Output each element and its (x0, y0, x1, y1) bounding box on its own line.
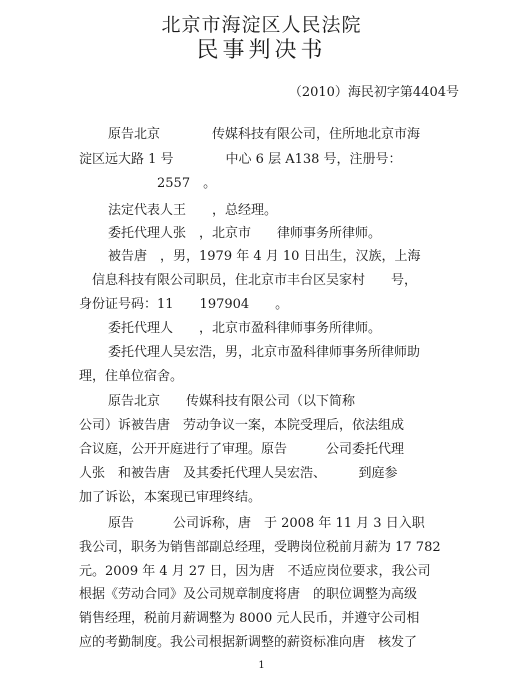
body-line: 被告唐 ，男，1979 年 4 月 10 日出生，汉族，上海 (108, 249, 421, 264)
body-line: 淀区远大路 1 号 中心 6 层 A138 号，注册号： (79, 152, 402, 167)
body-line: 身份证号码：11 197904 。 (79, 297, 289, 312)
body-line: 法定代表人王 ，总经理。 (108, 203, 278, 218)
document-title: 民事判决书 (196, 38, 327, 63)
body-line: 根据《劳动合同》及公司规章制度将唐 的职位调整为高级 (79, 587, 418, 602)
body-line: 理，住单位宿舍。 (79, 369, 184, 384)
body-line: 公司）诉被告唐 劳动争议一案，本院受理后，依法组成 (79, 418, 405, 433)
page-number: 1 (258, 660, 265, 671)
body-line: 元。2009 年 4 月 27 日，因为唐 不适应岗位要求，我公司 (79, 564, 431, 579)
body-line: 加了诉讼，本案现已审理终结。 (79, 490, 262, 505)
body-line: 信息科技有限公司职员，住北京市丰台区吴家村 号， (79, 273, 418, 288)
body-line: 合议庭，公开开庭进行了审理。原告 公司委托代理 (79, 442, 405, 457)
body-line: 委托代理人 ，北京市盈科律师事务所律师。 (108, 321, 382, 336)
body-line: 原告 公司诉称，唐 于 2008 年 11 月 3 日入职 (108, 516, 425, 531)
body-line: 我公司，职务为销售部副总经理，受聘岗位税前月薪为 17 782 (79, 540, 441, 555)
body-line: 应的考勤制度。我公司根据新调整的薪资标准向唐 核发了 (79, 635, 418, 650)
body-line: 委托代理人吴宏浩，男，北京市盈科律师事务所律师助 (108, 345, 421, 360)
case-number: （2010）海民初字第4404号 (288, 85, 459, 100)
body-line: 原告北京 传媒科技有限公司（以下简称 (108, 394, 382, 409)
body-line: 销售经理，税前月薪调整为 8000 元人民币，并遵守公司相 (79, 611, 420, 626)
body-line: 委托代理人张 ，北京市 律师事务所律师。 (108, 226, 382, 241)
body-line: 人张 和被告唐 及其委托代理人吴宏浩、 到庭参 (79, 466, 398, 481)
court-name: 北京市海淀区人民法院 (161, 14, 362, 36)
body-line: 原告北京 传媒科技有限公司，住所地北京市海 (108, 127, 421, 142)
body-line: 2557 。 (79, 176, 217, 191)
